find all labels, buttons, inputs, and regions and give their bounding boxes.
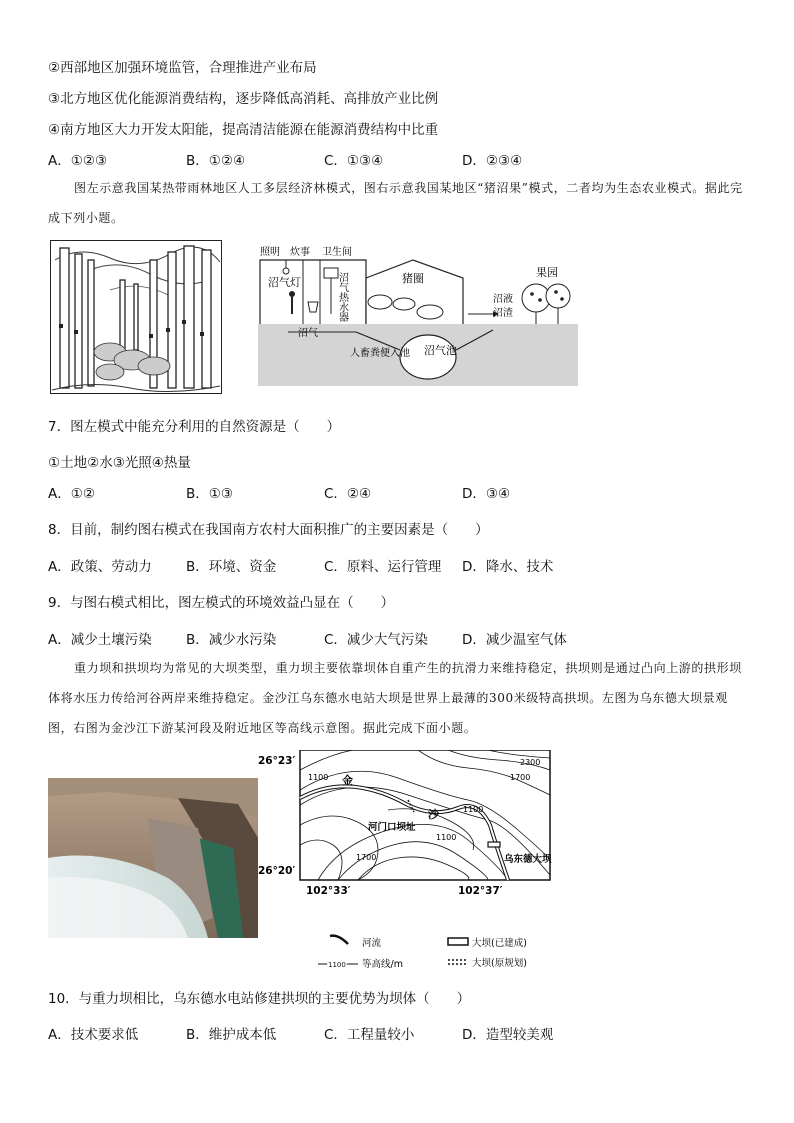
label-heater: 沼气热水器 [336,272,348,322]
statement-3: ③北方地区优化能源消费结构，逐步降低高消耗、高排放产业比例 [48,91,439,107]
biogas-schematic [258,242,578,386]
contour-label-1700-a: 1700 [356,853,377,862]
lon-left-label: 102°33′ [306,885,351,897]
q10-option-a[interactable]: A．技术要求低 [48,1027,139,1043]
site-hemenkou-label: 河门口坝址 [368,822,416,833]
contour-label-1700-b: 1700 [510,773,531,782]
q9-option-c[interactable]: C．减少大气污染 [324,632,428,648]
label-lamp: 沼气灯 [268,276,301,289]
contour-label-1100-c: 1100 [436,833,457,842]
q7-choices: ①土地②水③光照④热量 [48,455,191,471]
q6-option-d[interactable]: D．②③④ [462,153,523,169]
label-manure-pool: 人畜粪便入池 [350,348,410,359]
q10-stem: 10．与重力坝相比，乌东德水电站修建拱坝的主要优势为坝体（ ） [48,991,471,1007]
intro-1-text: 图左示意我国某热带雨林地区人工多层经济林模式，图右示意我国某地区“猪沼果”模式，二者均为生态农业模式。据此完成下列小题。 [48,181,743,225]
q6-option-c[interactable]: C．①③④ [324,153,384,169]
legend-dam-planned-label: 大坝(原规划) [472,958,527,969]
label-toilet: 卫生间 [322,247,352,258]
q9-option-b[interactable]: B．减少水污染 [186,632,277,648]
q10-option-d[interactable]: D．造型较美观 [462,1027,554,1043]
legend-dam-built-icon [448,938,468,945]
q9-option-a[interactable]: A．减少土壤污染 [48,632,152,648]
dam-built-marker [488,842,500,847]
q9-stem: 9．与图右模式相比，图左模式的环境效益凸显在（ ） [48,595,395,611]
statement-4: ④南方地区大力开发太阳能，提高清洁能源在能源消费结构中比重 [48,122,439,138]
q8-option-a[interactable]: A．政策、劳动力 [48,559,152,575]
contour-label-1100-b: 1100 [463,805,484,814]
site-wudongde-label: 乌东德大坝 [504,854,552,865]
label-residue: 沼渣 [493,308,513,319]
contour-map [258,750,558,970]
lat-top-label: 26°23′ [258,755,296,767]
q7-option-d[interactable]: D．③④ [462,486,511,502]
intro-2-text: 重力坝和拱坝均为常见的大坝类型，重力坝主要依靠坝体自重产生的抗滑力来维持稳定，拱坝则是通过凸向上游的拱形坝体将水压力传给河谷两岸来维持稳定。金沙江乌东德水电站大坝是世界上最薄的300米级特高拱坝。左图为乌东德大坝景观图，右图为金沙江下游某河段及附近地区等高线示意图。据此完成下面小题。 [48,661,742,735]
legend-contour-label: 等高线/m [362,959,403,970]
statement-2: ②西部地区加强环境监管，合理推进产业布局 [48,60,317,76]
q10-option-c[interactable]: C．工程量较小 [324,1027,415,1043]
intro-paragraph-1 [48,173,748,233]
q6-option-b[interactable]: B．①②④ [186,153,246,169]
river-name-char-1: 金 [342,774,353,787]
legend-river-icon [330,936,348,944]
forest-illustration [50,240,222,394]
contour-label-1100-a: 1100 [308,773,329,782]
lat-mid-label: 26°20′ [258,865,296,877]
q7-option-b[interactable]: B．①③ [186,486,233,502]
q7-option-c[interactable]: C．②④ [324,486,372,502]
q8-option-b[interactable]: B．环境、资金 [186,559,277,575]
q10-option-b[interactable]: B．维护成本低 [186,1027,277,1043]
q9-option-d[interactable]: D．减少温室气体 [462,632,567,648]
q8-stem: 8．目前，制约图右模式在我国南方农村大面积推广的主要因素是（ ） [48,522,489,538]
label-pigsty: 猪圈 [402,272,424,285]
label-slurry: 沼液 [493,294,513,305]
lon-right-label: 102°37′ [458,885,503,897]
contour-label-2300: 2300 [520,758,541,767]
legend-dam-built-label: 大坝(已建成) [472,938,527,949]
label-lighting: 照明 [260,247,280,258]
label-cooking: 炊事 [290,247,310,258]
legend-river-label: 河流 [362,938,382,949]
label-digester: 沼气池 [424,344,457,357]
q8-option-d[interactable]: D．降水、技术 [462,559,554,575]
q8-option-c[interactable]: C．原料、运行管理 [324,559,442,575]
q7-stem: 7．图左模式中能充分利用的自然资源是（ ） [48,419,341,435]
q6-option-a[interactable]: A．①②③ [48,153,108,169]
label-orchard: 果园 [536,266,558,279]
legend-contour-value: 1100 [328,961,346,969]
q7-option-a[interactable]: A．①② [48,486,95,502]
river-name-char-2: 沙 [428,808,439,821]
label-gas: 沼气 [298,328,318,339]
intro-paragraph-2 [48,653,748,743]
dam-photo [48,778,258,938]
